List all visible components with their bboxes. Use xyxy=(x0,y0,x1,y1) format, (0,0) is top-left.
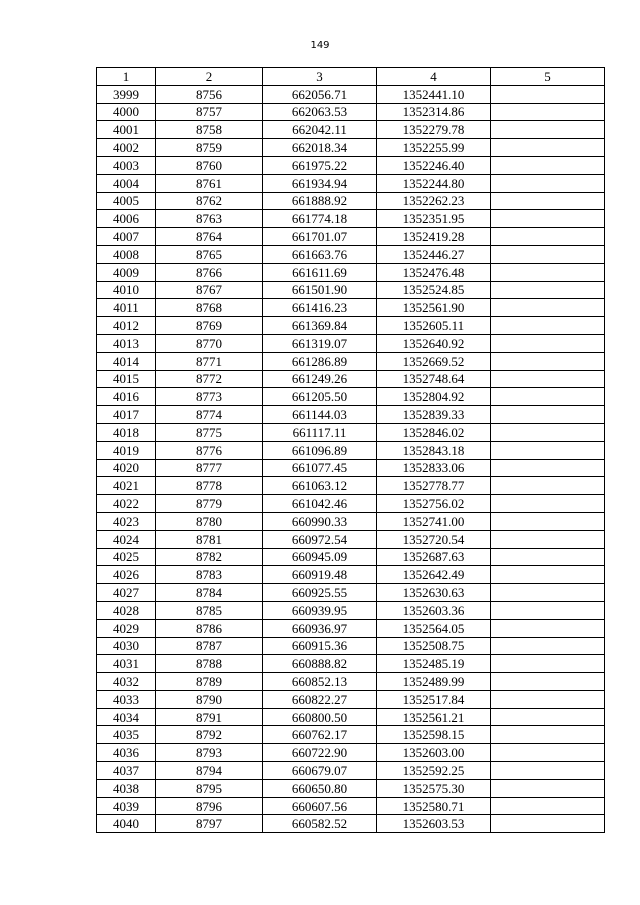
table-row xyxy=(97,619,605,637)
x-coordinate-cell: 660650.80 xyxy=(263,779,377,797)
point-id-cell: 4010 xyxy=(97,281,156,299)
point-id-cell: 4039 xyxy=(97,797,156,815)
note-cell xyxy=(491,299,605,317)
y-coordinate-cell: 1352741.00 xyxy=(377,512,491,530)
point-id-cell: 3999 xyxy=(97,85,156,103)
note-cell xyxy=(491,317,605,335)
point-id-cell: 4026 xyxy=(97,566,156,584)
note-cell xyxy=(491,139,605,157)
x-coordinate-cell: 661096.89 xyxy=(263,441,377,459)
point-number-cell: 8797 xyxy=(156,815,263,833)
table-row xyxy=(97,388,605,406)
point-number-cell: 8763 xyxy=(156,210,263,228)
note-cell xyxy=(491,744,605,762)
y-coordinate-cell: 1352603.00 xyxy=(377,744,491,762)
column-header-2: 2 xyxy=(156,68,263,86)
table-row xyxy=(97,121,605,139)
column-header-3: 3 xyxy=(263,68,377,86)
y-coordinate-cell: 1352630.63 xyxy=(377,584,491,602)
note-cell xyxy=(491,174,605,192)
x-coordinate-cell: 662056.71 xyxy=(263,85,377,103)
x-coordinate-cell: 660939.95 xyxy=(263,601,377,619)
point-number-cell: 8767 xyxy=(156,281,263,299)
y-coordinate-cell: 1352244.80 xyxy=(377,174,491,192)
note-cell xyxy=(491,352,605,370)
point-number-cell: 8773 xyxy=(156,388,263,406)
x-coordinate-cell: 661319.07 xyxy=(263,334,377,352)
table-row xyxy=(97,566,605,584)
point-id-cell: 4007 xyxy=(97,228,156,246)
point-number-cell: 8794 xyxy=(156,762,263,780)
x-coordinate-cell: 660852.13 xyxy=(263,673,377,691)
point-id-cell: 4025 xyxy=(97,548,156,566)
y-coordinate-cell: 1352255.99 xyxy=(377,139,491,157)
point-number-cell: 8785 xyxy=(156,601,263,619)
note-cell xyxy=(491,512,605,530)
y-coordinate-cell: 1352669.52 xyxy=(377,352,491,370)
point-number-cell: 8757 xyxy=(156,103,263,121)
y-coordinate-cell: 1352446.27 xyxy=(377,245,491,263)
table-row xyxy=(97,156,605,174)
x-coordinate-cell: 661701.07 xyxy=(263,228,377,246)
x-coordinate-cell: 661286.89 xyxy=(263,352,377,370)
y-coordinate-cell: 1352262.23 xyxy=(377,192,491,210)
note-cell xyxy=(491,619,605,637)
y-coordinate-cell: 1352603.53 xyxy=(377,815,491,833)
note-cell xyxy=(491,726,605,744)
page-number: 149 xyxy=(310,40,330,51)
x-coordinate-cell: 660925.55 xyxy=(263,584,377,602)
x-coordinate-cell: 661611.69 xyxy=(263,263,377,281)
point-id-cell: 4022 xyxy=(97,495,156,513)
note-cell xyxy=(491,762,605,780)
table-row xyxy=(97,228,605,246)
x-coordinate-cell: 661663.76 xyxy=(263,245,377,263)
point-number-cell: 8776 xyxy=(156,441,263,459)
point-id-cell: 4001 xyxy=(97,121,156,139)
table-row xyxy=(97,406,605,424)
y-coordinate-cell: 1352485.19 xyxy=(377,655,491,673)
point-id-cell: 4012 xyxy=(97,317,156,335)
x-coordinate-cell: 661117.11 xyxy=(263,423,377,441)
point-id-cell: 4020 xyxy=(97,459,156,477)
point-number-cell: 8787 xyxy=(156,637,263,655)
y-coordinate-cell: 1352441.10 xyxy=(377,85,491,103)
point-number-cell: 8771 xyxy=(156,352,263,370)
y-coordinate-cell: 1352843.18 xyxy=(377,441,491,459)
x-coordinate-cell: 661249.26 xyxy=(263,370,377,388)
table-row xyxy=(97,815,605,833)
point-number-cell: 8765 xyxy=(156,245,263,263)
x-coordinate-cell: 661501.90 xyxy=(263,281,377,299)
note-cell xyxy=(491,334,605,352)
table-row xyxy=(97,797,605,815)
point-number-cell: 8761 xyxy=(156,174,263,192)
x-coordinate-cell: 660945.09 xyxy=(263,548,377,566)
point-id-cell: 4000 xyxy=(97,103,156,121)
point-number-cell: 8780 xyxy=(156,512,263,530)
table-row xyxy=(97,762,605,780)
x-coordinate-cell: 660936.97 xyxy=(263,619,377,637)
point-number-cell: 8758 xyxy=(156,121,263,139)
point-number-cell: 8777 xyxy=(156,459,263,477)
note-cell xyxy=(491,495,605,513)
point-number-cell: 8769 xyxy=(156,317,263,335)
point-id-cell: 4016 xyxy=(97,388,156,406)
x-coordinate-cell: 660990.33 xyxy=(263,512,377,530)
y-coordinate-cell: 1352640.92 xyxy=(377,334,491,352)
x-coordinate-cell: 661144.03 xyxy=(263,406,377,424)
x-coordinate-cell: 660582.52 xyxy=(263,815,377,833)
point-number-cell: 8756 xyxy=(156,85,263,103)
y-coordinate-cell: 1352720.54 xyxy=(377,530,491,548)
point-id-cell: 4024 xyxy=(97,530,156,548)
note-cell xyxy=(491,263,605,281)
y-coordinate-cell: 1352687.63 xyxy=(377,548,491,566)
point-id-cell: 4038 xyxy=(97,779,156,797)
table-row xyxy=(97,459,605,477)
table-row xyxy=(97,744,605,762)
y-coordinate-cell: 1352561.21 xyxy=(377,708,491,726)
y-coordinate-cell: 1352605.11 xyxy=(377,317,491,335)
column-header-5: 5 xyxy=(491,68,605,86)
point-id-cell: 4034 xyxy=(97,708,156,726)
table-row xyxy=(97,512,605,530)
x-coordinate-cell: 660762.17 xyxy=(263,726,377,744)
point-id-cell: 4004 xyxy=(97,174,156,192)
point-number-cell: 8784 xyxy=(156,584,263,602)
note-cell xyxy=(491,370,605,388)
x-coordinate-cell: 660915.36 xyxy=(263,637,377,655)
x-coordinate-cell: 660822.27 xyxy=(263,690,377,708)
point-id-cell: 4030 xyxy=(97,637,156,655)
table-row xyxy=(97,103,605,121)
note-cell xyxy=(491,459,605,477)
note-cell xyxy=(491,121,605,139)
table-row xyxy=(97,441,605,459)
note-cell xyxy=(491,103,605,121)
x-coordinate-cell: 661063.12 xyxy=(263,477,377,495)
y-coordinate-cell: 1352580.71 xyxy=(377,797,491,815)
table-row xyxy=(97,139,605,157)
note-cell xyxy=(491,779,605,797)
point-id-cell: 4032 xyxy=(97,673,156,691)
note-cell xyxy=(491,423,605,441)
point-id-cell: 4023 xyxy=(97,512,156,530)
y-coordinate-cell: 1352314.86 xyxy=(377,103,491,121)
note-cell xyxy=(491,228,605,246)
note-cell xyxy=(491,156,605,174)
x-coordinate-cell: 660722.90 xyxy=(263,744,377,762)
x-coordinate-cell: 661416.23 xyxy=(263,299,377,317)
y-coordinate-cell: 1352564.05 xyxy=(377,619,491,637)
table-row xyxy=(97,726,605,744)
y-coordinate-cell: 1352575.30 xyxy=(377,779,491,797)
y-coordinate-cell: 1352517.84 xyxy=(377,690,491,708)
point-number-cell: 8783 xyxy=(156,566,263,584)
y-coordinate-cell: 1352804.92 xyxy=(377,388,491,406)
point-id-cell: 4021 xyxy=(97,477,156,495)
table-row xyxy=(97,423,605,441)
point-id-cell: 4015 xyxy=(97,370,156,388)
point-id-cell: 4017 xyxy=(97,406,156,424)
table-row xyxy=(97,174,605,192)
point-number-cell: 8795 xyxy=(156,779,263,797)
note-cell xyxy=(491,566,605,584)
table-row xyxy=(97,281,605,299)
y-coordinate-cell: 1352561.90 xyxy=(377,299,491,317)
point-id-cell: 4036 xyxy=(97,744,156,762)
point-number-cell: 8768 xyxy=(156,299,263,317)
x-coordinate-cell: 661077.45 xyxy=(263,459,377,477)
table-row xyxy=(97,210,605,228)
x-coordinate-cell: 661934.94 xyxy=(263,174,377,192)
y-coordinate-cell: 1352778.77 xyxy=(377,477,491,495)
point-id-cell: 4014 xyxy=(97,352,156,370)
note-cell xyxy=(491,655,605,673)
x-coordinate-cell: 661369.84 xyxy=(263,317,377,335)
point-id-cell: 4013 xyxy=(97,334,156,352)
table-row xyxy=(97,690,605,708)
point-id-cell: 4008 xyxy=(97,245,156,263)
point-number-cell: 8792 xyxy=(156,726,263,744)
point-number-cell: 8764 xyxy=(156,228,263,246)
point-id-cell: 4037 xyxy=(97,762,156,780)
table-row xyxy=(97,299,605,317)
table-header-row xyxy=(97,68,605,86)
x-coordinate-cell: 661042.46 xyxy=(263,495,377,513)
note-cell xyxy=(491,673,605,691)
x-coordinate-cell: 662063.53 xyxy=(263,103,377,121)
table-row xyxy=(97,637,605,655)
point-id-cell: 4002 xyxy=(97,139,156,157)
x-coordinate-cell: 661975.22 xyxy=(263,156,377,174)
x-coordinate-cell: 660607.56 xyxy=(263,797,377,815)
table-row xyxy=(97,779,605,797)
table-row xyxy=(97,370,605,388)
table-row xyxy=(97,548,605,566)
point-number-cell: 8790 xyxy=(156,690,263,708)
point-number-cell: 8759 xyxy=(156,139,263,157)
y-coordinate-cell: 1352279.78 xyxy=(377,121,491,139)
y-coordinate-cell: 1352419.28 xyxy=(377,228,491,246)
table-row xyxy=(97,85,605,103)
point-number-cell: 8774 xyxy=(156,406,263,424)
note-cell xyxy=(491,281,605,299)
y-coordinate-cell: 1352756.02 xyxy=(377,495,491,513)
x-coordinate-cell: 660800.50 xyxy=(263,708,377,726)
coordinates-table xyxy=(96,67,605,833)
note-cell xyxy=(491,245,605,263)
note-cell xyxy=(491,637,605,655)
point-number-cell: 8760 xyxy=(156,156,263,174)
y-coordinate-cell: 1352592.25 xyxy=(377,762,491,780)
table-row xyxy=(97,245,605,263)
x-coordinate-cell: 662042.11 xyxy=(263,121,377,139)
table-row xyxy=(97,192,605,210)
note-cell xyxy=(491,815,605,833)
y-coordinate-cell: 1352846.02 xyxy=(377,423,491,441)
point-number-cell: 8778 xyxy=(156,477,263,495)
y-coordinate-cell: 1352839.33 xyxy=(377,406,491,424)
note-cell xyxy=(491,441,605,459)
table-row xyxy=(97,708,605,726)
point-number-cell: 8796 xyxy=(156,797,263,815)
point-id-cell: 4040 xyxy=(97,815,156,833)
point-id-cell: 4028 xyxy=(97,601,156,619)
point-number-cell: 8775 xyxy=(156,423,263,441)
note-cell xyxy=(491,477,605,495)
point-id-cell: 4005 xyxy=(97,192,156,210)
note-cell xyxy=(491,388,605,406)
point-number-cell: 8781 xyxy=(156,530,263,548)
point-number-cell: 8779 xyxy=(156,495,263,513)
y-coordinate-cell: 1352833.06 xyxy=(377,459,491,477)
point-number-cell: 8766 xyxy=(156,263,263,281)
point-number-cell: 8788 xyxy=(156,655,263,673)
x-coordinate-cell: 660919.48 xyxy=(263,566,377,584)
note-cell xyxy=(491,797,605,815)
table-row xyxy=(97,495,605,513)
point-id-cell: 4018 xyxy=(97,423,156,441)
x-coordinate-cell: 661888.92 xyxy=(263,192,377,210)
note-cell xyxy=(491,85,605,103)
note-cell xyxy=(491,406,605,424)
table-row xyxy=(97,477,605,495)
x-coordinate-cell: 661205.50 xyxy=(263,388,377,406)
point-number-cell: 8789 xyxy=(156,673,263,691)
point-number-cell: 8786 xyxy=(156,619,263,637)
note-cell xyxy=(491,210,605,228)
x-coordinate-cell: 661774.18 xyxy=(263,210,377,228)
point-id-cell: 4029 xyxy=(97,619,156,637)
table-row xyxy=(97,263,605,281)
note-cell xyxy=(491,548,605,566)
point-number-cell: 8772 xyxy=(156,370,263,388)
point-id-cell: 4031 xyxy=(97,655,156,673)
x-coordinate-cell: 660679.07 xyxy=(263,762,377,780)
point-id-cell: 4033 xyxy=(97,690,156,708)
point-id-cell: 4009 xyxy=(97,263,156,281)
column-header-1: 1 xyxy=(97,68,156,86)
point-number-cell: 8793 xyxy=(156,744,263,762)
point-id-cell: 4027 xyxy=(97,584,156,602)
point-id-cell: 4035 xyxy=(97,726,156,744)
point-number-cell: 8770 xyxy=(156,334,263,352)
note-cell xyxy=(491,192,605,210)
y-coordinate-cell: 1352246.40 xyxy=(377,156,491,174)
table-row xyxy=(97,317,605,335)
table-row xyxy=(97,584,605,602)
point-number-cell: 8762 xyxy=(156,192,263,210)
table-row xyxy=(97,334,605,352)
y-coordinate-cell: 1352476.48 xyxy=(377,263,491,281)
table-row xyxy=(97,601,605,619)
note-cell xyxy=(491,530,605,548)
x-coordinate-cell: 662018.34 xyxy=(263,139,377,157)
y-coordinate-cell: 1352489.99 xyxy=(377,673,491,691)
point-id-cell: 4019 xyxy=(97,441,156,459)
point-number-cell: 8791 xyxy=(156,708,263,726)
y-coordinate-cell: 1352598.15 xyxy=(377,726,491,744)
point-id-cell: 4003 xyxy=(97,156,156,174)
table-row xyxy=(97,530,605,548)
y-coordinate-cell: 1352351.95 xyxy=(377,210,491,228)
point-number-cell: 8782 xyxy=(156,548,263,566)
y-coordinate-cell: 1352524.85 xyxy=(377,281,491,299)
note-cell xyxy=(491,708,605,726)
point-id-cell: 4011 xyxy=(97,299,156,317)
table-row xyxy=(97,352,605,370)
point-id-cell: 4006 xyxy=(97,210,156,228)
y-coordinate-cell: 1352508.75 xyxy=(377,637,491,655)
y-coordinate-cell: 1352642.49 xyxy=(377,566,491,584)
table-row xyxy=(97,655,605,673)
x-coordinate-cell: 660888.82 xyxy=(263,655,377,673)
column-header-4: 4 xyxy=(377,68,491,86)
y-coordinate-cell: 1352748.64 xyxy=(377,370,491,388)
note-cell xyxy=(491,601,605,619)
y-coordinate-cell: 1352603.36 xyxy=(377,601,491,619)
x-coordinate-cell: 660972.54 xyxy=(263,530,377,548)
table-row xyxy=(97,673,605,691)
note-cell xyxy=(491,690,605,708)
note-cell xyxy=(491,584,605,602)
table-body xyxy=(97,85,605,832)
